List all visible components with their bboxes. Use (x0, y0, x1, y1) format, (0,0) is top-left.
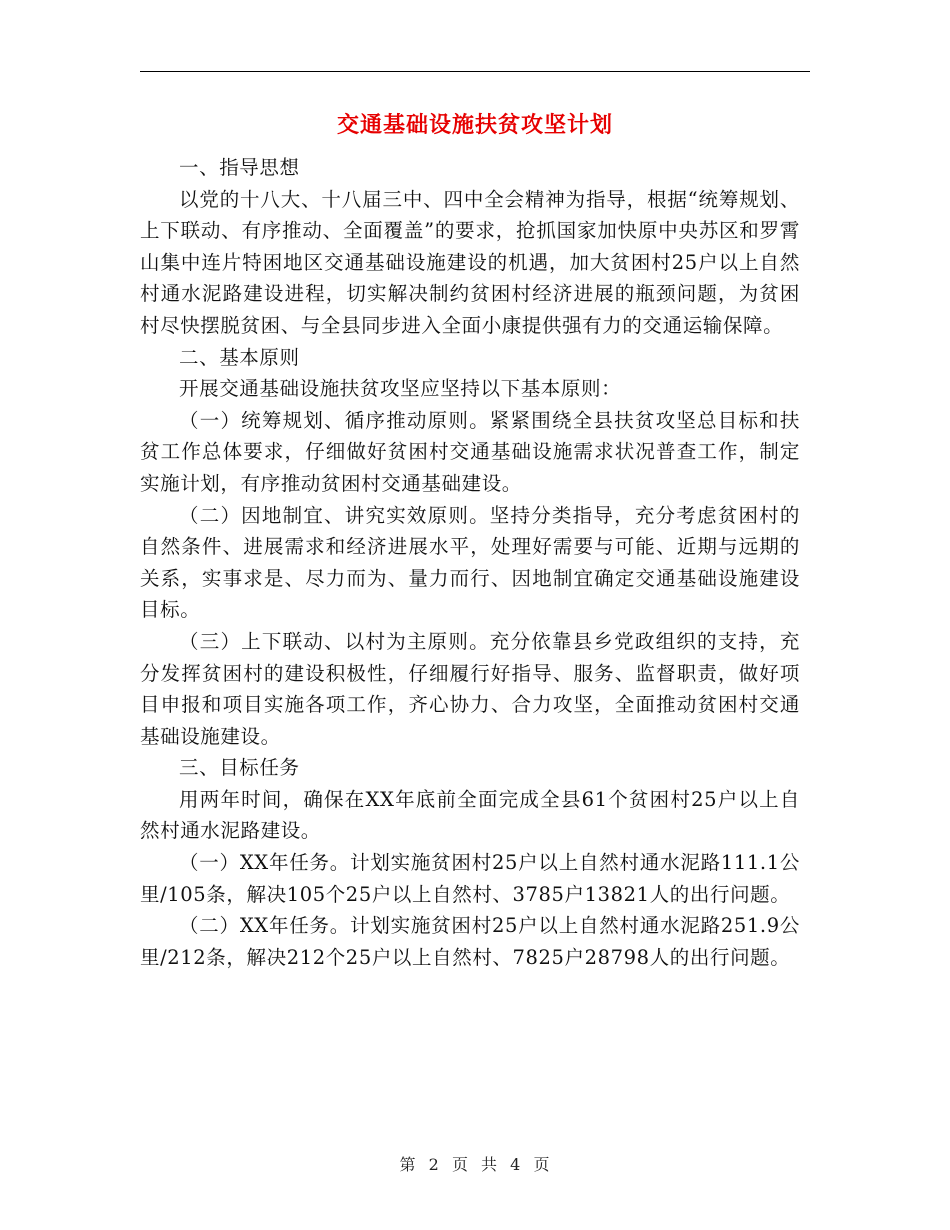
paragraph: （一）XX年任务。计划实施贫困村25户以上自然村通水泥路111.1公里/105条，解决105个25户以上自然村、3785户13821人的出行问题。 (140, 851, 800, 906)
document-body (140, 152, 800, 973)
paragraph: 用两年时间，确保在XX年底前全面完成全县61个贫困村25户以上自然村通水泥路建设。 (140, 787, 800, 843)
total-pages: 4 (510, 1155, 522, 1174)
paragraph: （二）XX年任务。计划实施贫困村25户以上自然村通水泥路251.9公里/212条，解决212个25户以上自然村、7825户28798人的出行问题。 (140, 914, 800, 969)
section-heading: 二、基本原则 (179, 345, 300, 369)
footer-page-unit: 页 (451, 1155, 469, 1174)
section-heading: 三、目标任务 (179, 756, 300, 780)
section-heading: 一、指导思想 (179, 156, 300, 179)
paragraph: （二）因地制宜、讲究实效原则。坚持分类指导，充分考虑贫困村的自然条件、进展需求和经济进展水平，处理好需要与可能、近期与远期的关系，实事求是、尽力而为、量力而行、因地制宜确定交通基础设施建设目标。 (140, 503, 800, 622)
paragraph: （一）统筹规划、循序推动原则。紧紧围绕全县扶贫攻坚总目标和扶贫工作总体要求，仔细做好贫困村交通基础设施需求状况普查工作，制定实施计划，有序推动贫困村交通基础建设。 (140, 408, 800, 495)
paragraph: （三）上下联动、以村为主原则。充分依靠县乡党政组织的支持，充分发挥贫困村的建设积极性，仔细履行好指导、服务、监督职责，做好项目申报和项目实施各项工作，齐心协力、合力攻坚，全面推动贫困村交通基础设施建设。 (140, 629, 800, 748)
document-title: 交通基础设施扶贫攻坚计划 (336, 113, 613, 138)
paragraph: 开展交通基础设施扶贫攻坚应坚持以下基本原则： (179, 377, 622, 401)
paragraph: 以党的十八大、十八届三中、四中全会精神为指导，根据“统筹规划、上下联动、有序推动、全面覆盖”的要求，抢抓国家加快原中央苏区和罗霄山集中连片特困地区交通基础设施建设的机遇，加大贫困村25户以上自然村通水泥路建设进程，切实解决制约贫困村经济进展的瓶颈问题，为贫困村尽快摆脱贫困、与全县同步进入全面小康提供强有力的交通运输保障。 (140, 187, 800, 337)
header-rule (140, 71, 810, 72)
footer-prefix: 第 (399, 1155, 417, 1174)
footer-total-unit: 页 (533, 1155, 551, 1174)
page-footer (0, 1153, 950, 1177)
page-number: 2 (428, 1155, 440, 1174)
footer-total-prefix: 共 (481, 1155, 499, 1174)
